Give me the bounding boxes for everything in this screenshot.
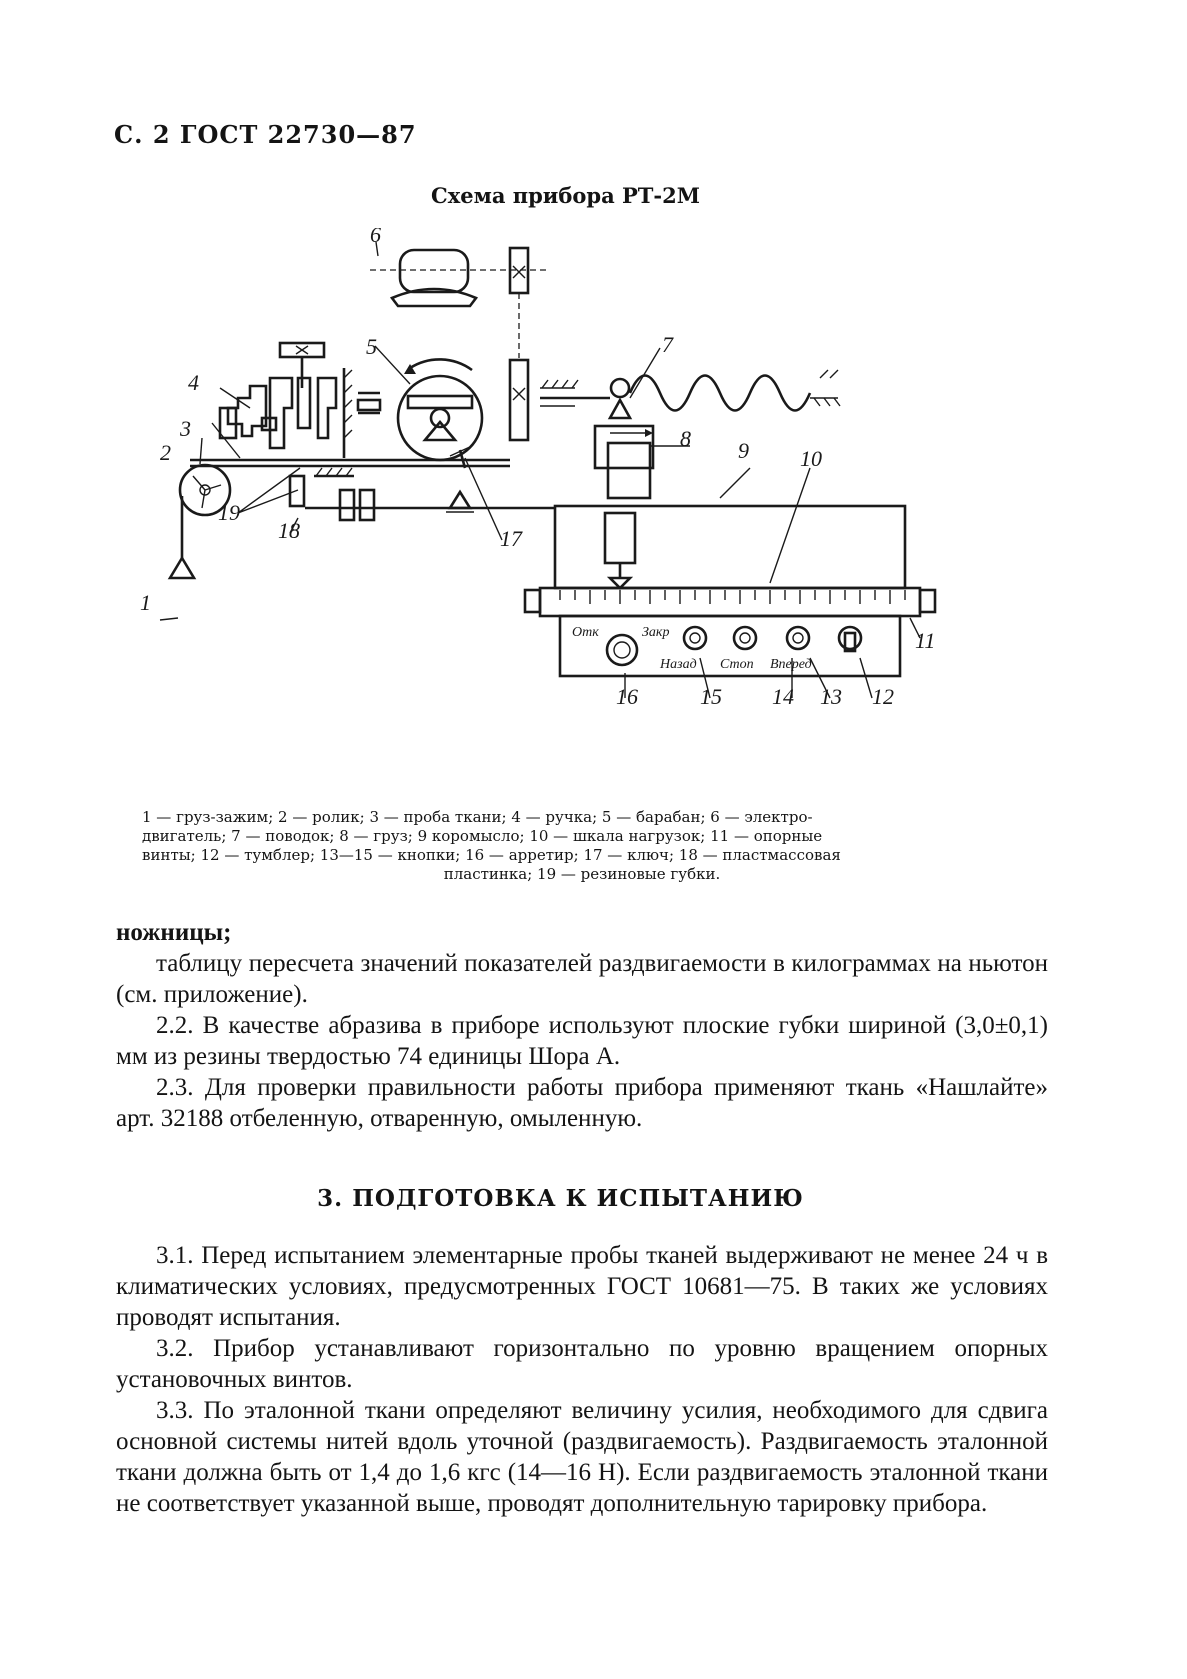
control-panel bbox=[572, 625, 861, 672]
label-16: 16 bbox=[616, 684, 638, 709]
label-9: 9 bbox=[738, 438, 749, 463]
button-label-nazad: Назад bbox=[660, 657, 697, 672]
paragraph-2-3: 2.3. Для проверки правильности работы прибора применяют ткань «Нашлайте» арт. 32188 отбеленную, отваренную, омыленную. bbox=[116, 1074, 1048, 1132]
label-7: 7 bbox=[662, 332, 673, 357]
button-label-stop: Стоп bbox=[720, 657, 754, 672]
button-label-zakr: Закр bbox=[642, 625, 670, 640]
label-19: 19 bbox=[218, 500, 240, 525]
body-block-3 bbox=[116, 1240, 1048, 1519]
page-header: С. 2 ГОСТ 22730—87 bbox=[114, 120, 417, 149]
label-18: 18 bbox=[278, 518, 300, 543]
label-14: 14 bbox=[772, 684, 794, 709]
paragraph-scissors: ножницы; bbox=[116, 919, 232, 946]
button-label-otk: Отк bbox=[572, 625, 599, 640]
paragraph-2-2: 2.2. В качестве абразива в приборе используют плоские губки шириной (3,0±0,1) мм из резины твердостью 74 единицы Шора А. bbox=[116, 1012, 1048, 1070]
label-17: 17 bbox=[500, 526, 522, 551]
label-12: 12 bbox=[872, 684, 894, 709]
label-4: 4 bbox=[188, 370, 199, 395]
legend-line: винты; 12 — тумблер; 13—15 — кнопки; 16 — арретир; 17 — ключ; 18 — пластмассовая bbox=[142, 846, 841, 864]
label-10: 10 bbox=[800, 446, 822, 471]
gear-shaft bbox=[510, 248, 610, 440]
driver-lever bbox=[610, 370, 840, 418]
label-2: 2 bbox=[160, 440, 171, 465]
label-15: 15 bbox=[700, 684, 722, 709]
weight bbox=[595, 426, 653, 498]
label-1: 1 bbox=[140, 590, 151, 615]
label-5: 5 bbox=[366, 334, 377, 359]
section-title bbox=[0, 1185, 1187, 1212]
label-8: 8 bbox=[680, 426, 691, 451]
paragraph-3-2: 3.2. Прибор устанавливают горизонтально по уровню вращением опорных установочных винтов. bbox=[116, 1335, 1048, 1393]
drum bbox=[398, 359, 482, 460]
electric-motor bbox=[370, 250, 550, 306]
clamp-assembly bbox=[220, 343, 380, 458]
button-label-vpered: Вперед bbox=[770, 657, 812, 672]
beam-and-scale bbox=[525, 506, 935, 676]
paragraph-3-3: 3.3. По эталонной ткани определяют величину усилия, необходимого для сдвига основной системы нитей вдоль уточной (раздвигаемость). Раздвигаемость эталонной ткани должна быть от 1,4 до 1,6 кгс (14—16 Н). Если раздвигаемость эталонной ткани не соответствует указанной выше, проводят дополнительную тарировку прибора. bbox=[116, 1397, 1048, 1517]
legend-line: 1 — груз-зажим; 2 — ролик; 3 — проба ткани; 4 — ручка; 5 — барабан; 6 — электро- bbox=[142, 808, 813, 826]
figure-legend bbox=[142, 808, 1022, 884]
paragraph-table: таблицу пересчета значений показателей раздвигаемости в килограммах на ньютон (см. приложение). bbox=[116, 950, 1048, 1008]
legend-line: двигатель; 7 — поводок; 8 — груз; 9 коромысло; 10 — шкала нагрузок; 11 — опорные bbox=[142, 827, 823, 845]
figure-title bbox=[0, 183, 1187, 208]
label-13: 13 bbox=[820, 684, 842, 709]
section-title-text: 3. ПОДГОТОВКА К ИСПЫТАНИЮ bbox=[317, 1185, 804, 1212]
label-6: 6 bbox=[370, 228, 381, 247]
body-block-2 bbox=[116, 917, 1048, 1134]
legend-line: пластинка; 19 — резиновые губки. bbox=[443, 865, 721, 883]
paragraph-3-1: 3.1. Перед испытанием элементарные пробы тканей выдерживают не менее 24 ч в климатических условиях, предусмотренных ГОСТ 10681—75. В таких же условиях проводят испытания. bbox=[116, 1242, 1048, 1331]
figure-title-text: Схема прибора РТ-2М bbox=[431, 183, 700, 208]
device-scheme bbox=[120, 228, 940, 728]
label-11: 11 bbox=[915, 628, 936, 653]
label-3: 3 bbox=[180, 416, 191, 441]
